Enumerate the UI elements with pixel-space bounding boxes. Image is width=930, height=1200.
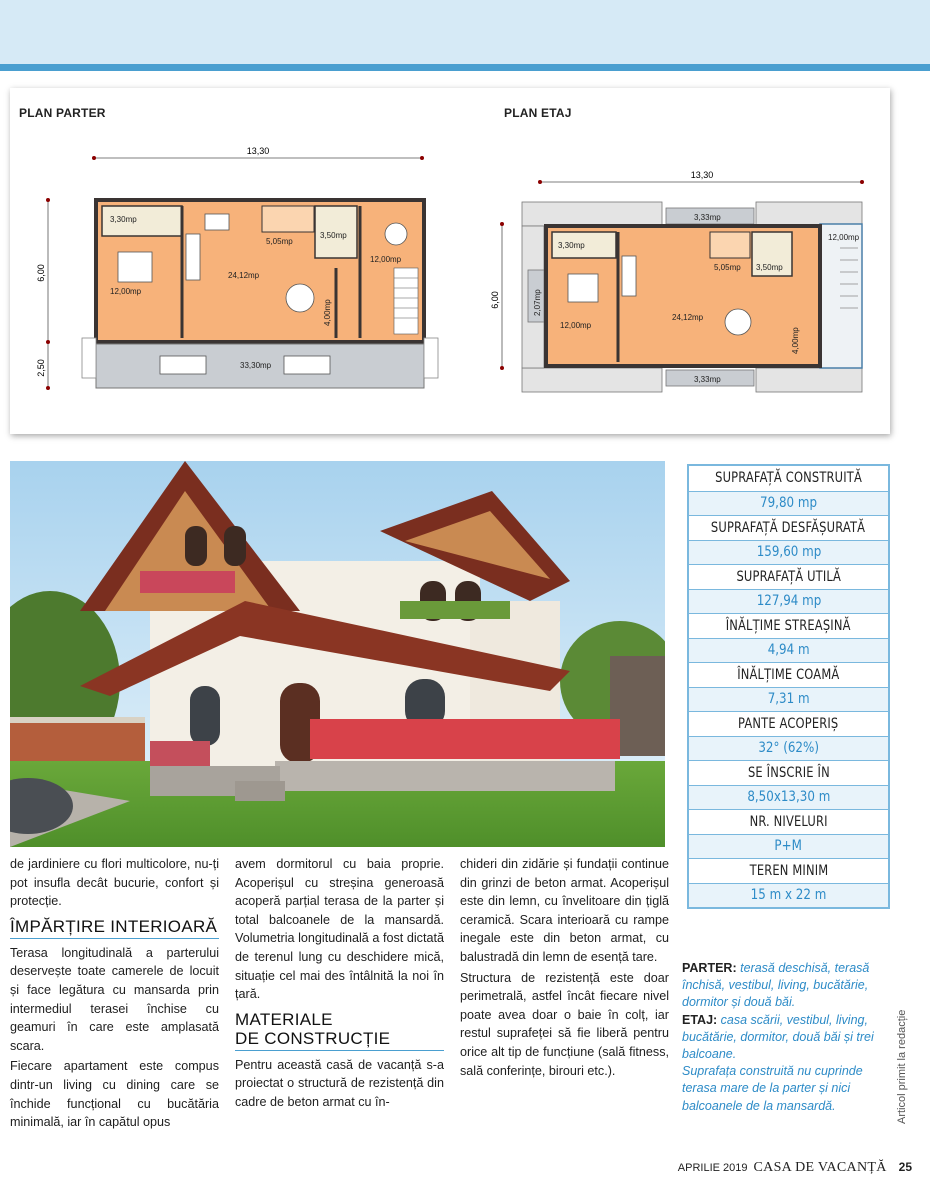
parter-room-bath1: 3,30mp bbox=[110, 215, 137, 224]
spec-label-row bbox=[689, 760, 888, 785]
article-column-3 bbox=[460, 855, 669, 1082]
spec-label: ÎNĂLȚIME STREAȘINĂ bbox=[726, 617, 851, 634]
spec-label: ÎNĂLȚIME COAMĂ bbox=[737, 666, 840, 683]
spec-value-row bbox=[689, 589, 888, 614]
spec-value: 4,94 m bbox=[767, 642, 810, 659]
page-number: 25 bbox=[898, 1160, 912, 1174]
heading-materials-line2: DE CONSTRUCȚIE bbox=[235, 1028, 391, 1048]
house-photo bbox=[10, 461, 665, 847]
plan-parter-title: PLAN PARTER bbox=[19, 106, 106, 120]
spec-value-row bbox=[689, 834, 888, 859]
paragraph: de jardiniere cu flori multicolore, nu-ți pot insufla decât bucurie, confort și protecție. bbox=[10, 857, 219, 909]
spec-value-row bbox=[689, 736, 888, 761]
parter-room-bedroom: 12,00mp bbox=[110, 287, 142, 296]
floor-plans-panel bbox=[10, 88, 890, 434]
etaj-room-bedroom: 12,00mp bbox=[560, 321, 592, 330]
spec-label: SUPRAFAȚĂ CONSTRUITĂ bbox=[715, 470, 862, 487]
parter-width-dim: 13,30 bbox=[246, 146, 270, 156]
spec-value: 7,31 m bbox=[767, 691, 810, 708]
parter-note-label: PARTER: bbox=[682, 961, 737, 975]
parter-room-bath2: 3,50mp bbox=[320, 231, 347, 240]
etaj-room-balcony-top: 3,33mp bbox=[694, 213, 721, 222]
spec-label: NR. NIVELURI bbox=[749, 813, 828, 830]
paragraph: chideri din zidărie și fundații continue din grinzi de beton armat. Acoperișul este din lemn, cu învelitoare din țiglă ceramică. Scara interioară cu rampe inegale este din beton armat, cu balustradă din lemn de esență tare. bbox=[460, 857, 669, 964]
top-accent-rule bbox=[0, 64, 930, 71]
paragraph: Structura de rezistență este doar perimetrală, astfel încât fiecare nivel poate avea doar o baie în colț, iar restul suprafeței să fie liberă pentru orice alt tip de funcțiune (sală fitness, sală conferințe, birouri etc.). bbox=[460, 970, 669, 1078]
spec-value: 8,50x13,30 m bbox=[747, 789, 830, 806]
paragraph: Terasa longitudinală a parterului deservește toate camerele de locuit și face legătura cu mansarda prin intermediul terasei închise cu geamuri în care este amplasată scara. bbox=[10, 945, 219, 1053]
parter-wall-dim: 4,00mp bbox=[323, 299, 332, 326]
plan-etaj-title: PLAN ETAJ bbox=[504, 106, 572, 120]
spec-label-row bbox=[689, 858, 888, 883]
article-column-1 bbox=[10, 855, 219, 1134]
spec-value-row bbox=[689, 883, 888, 908]
spec-label: SUPRAFAȚĂ UTILĂ bbox=[736, 568, 841, 585]
spec-label-row bbox=[689, 809, 888, 834]
etaj-room-bath1: 3,30mp bbox=[558, 241, 585, 250]
parter-terrace-dim: 2,50 bbox=[36, 359, 46, 377]
spec-value-row bbox=[689, 491, 888, 516]
etaj-width-dim: 13,30 bbox=[690, 170, 714, 180]
magazine-name: CASA DE VACANȚĂ bbox=[753, 1160, 887, 1175]
etaj-room-bath2: 3,50mp bbox=[756, 263, 783, 272]
etaj-room-side-balcony: 2,07mp bbox=[533, 289, 542, 316]
paragraph: avem dormitorul cu baia proprie. Acoperișul cu streșina generoasă acoperă parțial terasa de la parter și total balcoanele de la mansardă. Volumetria longitudinală a fost dictată de terenul lung cu deschidere mică, situație cel mai des întâlnită la noi în țară. bbox=[235, 857, 444, 1002]
spec-label-row bbox=[689, 662, 888, 687]
page-footer bbox=[678, 1160, 912, 1176]
parter-room-stair: 12,00mp bbox=[370, 255, 402, 264]
heading-interior: ÎMPĂRȚIRE INTERIOARĂ bbox=[10, 917, 219, 939]
spec-value: P+M bbox=[774, 838, 803, 855]
spec-label-row bbox=[689, 711, 888, 736]
spec-value: 79,80 mp bbox=[759, 495, 818, 512]
spec-value: 127,94 mp bbox=[756, 593, 821, 610]
etaj-room-stair: 12,00mp bbox=[828, 233, 860, 242]
side-note bbox=[682, 960, 882, 1115]
etaj-depth-dim: 6,00 bbox=[490, 291, 500, 309]
parter-room-kitchen: 5,05mp bbox=[266, 237, 293, 246]
spec-value-row bbox=[689, 687, 888, 712]
spec-label-row bbox=[689, 564, 888, 589]
plan-etaj-drawing bbox=[480, 158, 890, 418]
etaj-note-label: ETAJ: bbox=[682, 1012, 718, 1027]
article-credit: Articol primit la redacție bbox=[896, 1009, 908, 1124]
spec-label-row bbox=[689, 466, 888, 491]
heading-materials bbox=[235, 1010, 444, 1051]
spec-value-row bbox=[689, 540, 888, 565]
spec-label-row bbox=[689, 515, 888, 540]
etaj-room-balcony-bottom: 3,33mp bbox=[694, 375, 721, 384]
paragraph: Pentru această casă de vacanță s-a proiectat o structură de rezistență din cadre de beton armat cu în- bbox=[235, 1057, 444, 1109]
spec-label-row bbox=[689, 613, 888, 638]
spec-label: SE ÎNSCRIE ÎN bbox=[747, 764, 830, 781]
plan-parter-drawing bbox=[30, 138, 450, 428]
etaj-room-living: 24,12mp bbox=[672, 313, 704, 322]
parter-depth-dim: 6,00 bbox=[36, 264, 46, 282]
etaj-wall-dim: 4,00mp bbox=[791, 327, 800, 354]
parter-room-living: 24,12mp bbox=[228, 271, 260, 280]
spec-label: PANTE ACOPERIȘ bbox=[738, 715, 839, 732]
spec-label: TEREN MINIM bbox=[749, 862, 828, 879]
spec-value: 15 m x 22 m bbox=[750, 887, 827, 904]
spec-label: SUPRAFAȚĂ DESFĂȘURATĂ bbox=[711, 519, 866, 536]
spec-value: 32° (62%) bbox=[758, 740, 819, 757]
etaj-note-text: casa scării, vestibul, living, bucătărie, dormitor, două băi și trei balcoane. bbox=[682, 1012, 874, 1062]
paragraph: Fiecare apartament este compus dintr-un living cu dining care se închide funcțional cu bucătăria minimală, iar în capătul opus bbox=[10, 1059, 219, 1130]
surface-note: Suprafața construită nu cuprinde terasa mare de la parter și nici balcoanele de la mansardă. bbox=[682, 1064, 863, 1113]
top-banner bbox=[0, 0, 930, 64]
spec-value-row bbox=[689, 638, 888, 663]
heading-materials-line1: MATERIALE bbox=[235, 1009, 333, 1029]
parter-room-terrace: 33,30mp bbox=[240, 361, 272, 370]
article-column-2 bbox=[235, 855, 444, 1114]
spec-value-row bbox=[689, 785, 888, 810]
spec-value: 159,60 mp bbox=[756, 544, 821, 561]
spec-table bbox=[687, 464, 890, 909]
etaj-room-kitchen: 5,05mp bbox=[714, 263, 741, 272]
issue-date: APRILIE 2019 bbox=[677, 1162, 748, 1174]
parter-note-text: terasă deschisă, terasă închisă, vestibul, living, bucătărie, dormitor și două băi. bbox=[682, 961, 870, 1010]
